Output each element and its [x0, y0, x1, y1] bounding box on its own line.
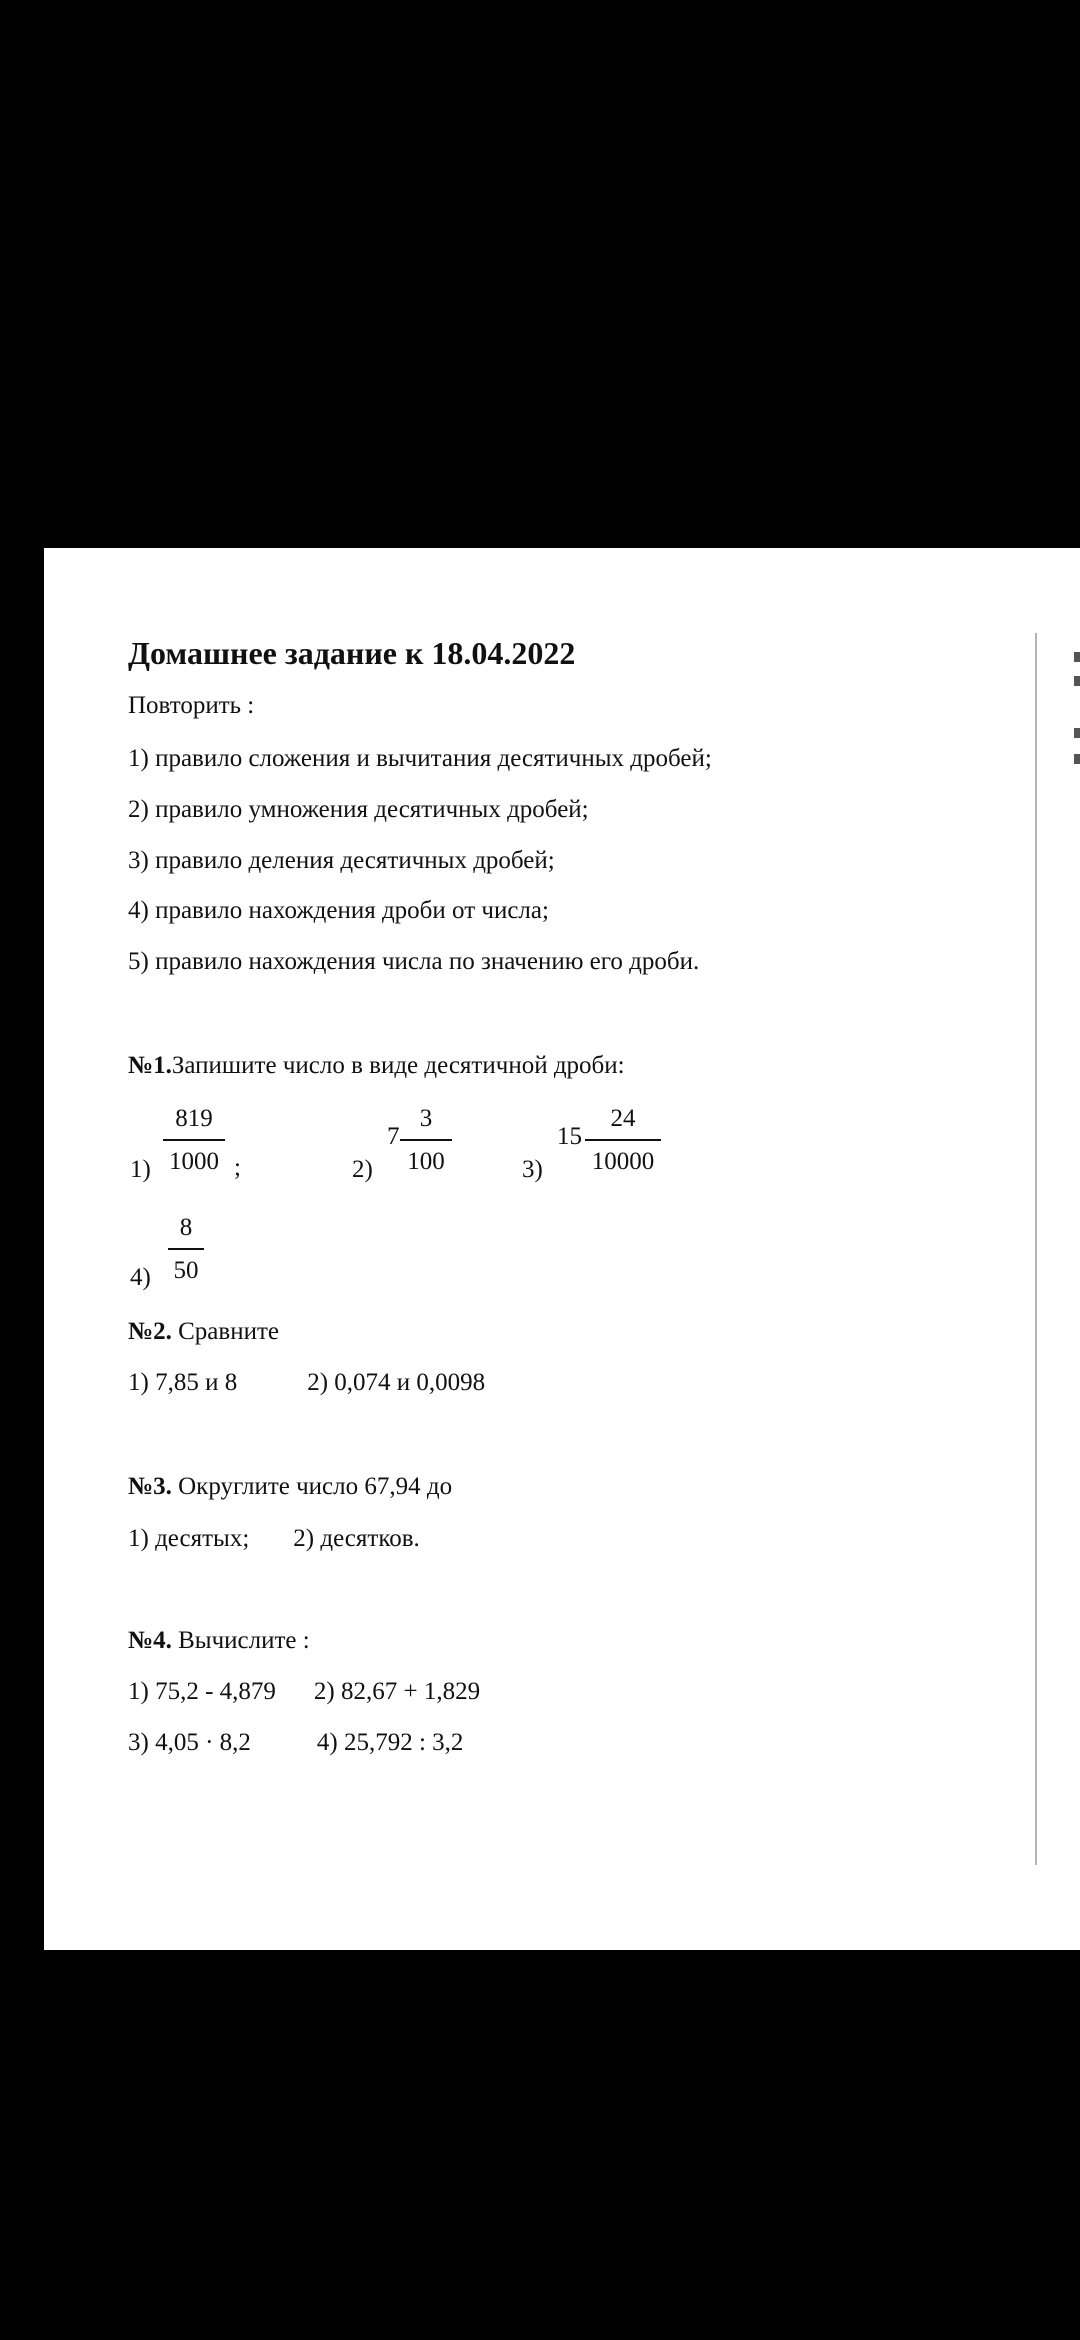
- task4-item: 4) 25,792 : 3,2: [316, 1729, 464, 1756]
- task2-item: 2) 0,074 и 0,0098: [307, 1369, 486, 1396]
- task1-item1-label: 1): [130, 1156, 151, 1183]
- fraction-numerator: 8: [179, 1214, 193, 1241]
- task4-item: 2) 82,67 + 1,829: [313, 1678, 481, 1705]
- task4-heading: [128, 1628, 310, 1653]
- task2-heading: [128, 1319, 279, 1344]
- review-item: 4) правило нахождения дроби от числа;: [128, 897, 549, 924]
- task1-item4-label: 4): [130, 1264, 151, 1291]
- task4-number: №4.: [128, 1627, 172, 1654]
- task1-item3-whole: 15: [557, 1123, 582, 1150]
- task4-items-row2: [128, 1730, 463, 1755]
- task3-number: №3.: [128, 1473, 172, 1500]
- fraction-numerator: 819: [175, 1105, 213, 1132]
- task2-number: №2.: [128, 1318, 172, 1345]
- task3-item: 2) десятков.: [293, 1525, 420, 1552]
- page-divider: [1035, 633, 1037, 1865]
- fraction-denominator: 50: [173, 1257, 199, 1284]
- edge-mark: [1074, 728, 1080, 738]
- task3-heading: [128, 1474, 452, 1499]
- task4-items-row1: [128, 1679, 480, 1704]
- review-item: 1) правило сложения и вычитания десятичных дробей;: [128, 745, 712, 772]
- fraction-denominator: 10000: [591, 1148, 655, 1175]
- fraction-bar: [168, 1248, 204, 1250]
- edge-mark: [1074, 652, 1080, 662]
- task1-number: №1.: [128, 1052, 172, 1079]
- task1-text: Запишите число в виде десятичной дроби:: [171, 1052, 625, 1079]
- task2-items: [128, 1370, 485, 1395]
- review-heading: Повторить :: [128, 692, 255, 719]
- fraction-bar: [585, 1139, 661, 1141]
- task1-item2-whole: 7: [387, 1123, 400, 1150]
- task1-item1-suffix: ;: [234, 1154, 241, 1181]
- task4-text: Вычислите :: [171, 1627, 310, 1654]
- fraction-bar: [163, 1139, 225, 1141]
- task3-item: 1) десятых;: [128, 1525, 250, 1552]
- task1-item2-label: 2): [352, 1156, 373, 1183]
- review-item: 3) правило деления десятичных дробей;: [128, 847, 555, 874]
- fraction-denominator: 1000: [169, 1148, 219, 1175]
- task2-text: Сравните: [171, 1318, 279, 1345]
- task1-item3-label: 3): [522, 1156, 543, 1183]
- document-title: Домашнее задание к 18.04.2022: [128, 635, 576, 671]
- task4-item: 3) 4,05 · 8,2: [128, 1729, 251, 1756]
- edge-mark: [1074, 754, 1080, 764]
- task4-item: 1) 75,2 - 4,879: [128, 1678, 276, 1705]
- fraction-numerator: 3: [419, 1105, 433, 1132]
- fraction-numerator: 24: [610, 1105, 636, 1132]
- fraction-bar: [400, 1139, 452, 1141]
- task3-text: Округлите число 67,94 до: [171, 1473, 453, 1500]
- task3-items: [128, 1526, 420, 1551]
- task2-item: 1) 7,85 и 8: [128, 1369, 238, 1396]
- review-item: 5) правило нахождения числа по значению его дроби.: [128, 948, 700, 975]
- fraction-denominator: 100: [407, 1148, 445, 1175]
- task1-heading: [128, 1053, 625, 1078]
- review-item: 2) правило умножения десятичных дробей;: [128, 796, 589, 823]
- edge-mark: [1074, 676, 1080, 686]
